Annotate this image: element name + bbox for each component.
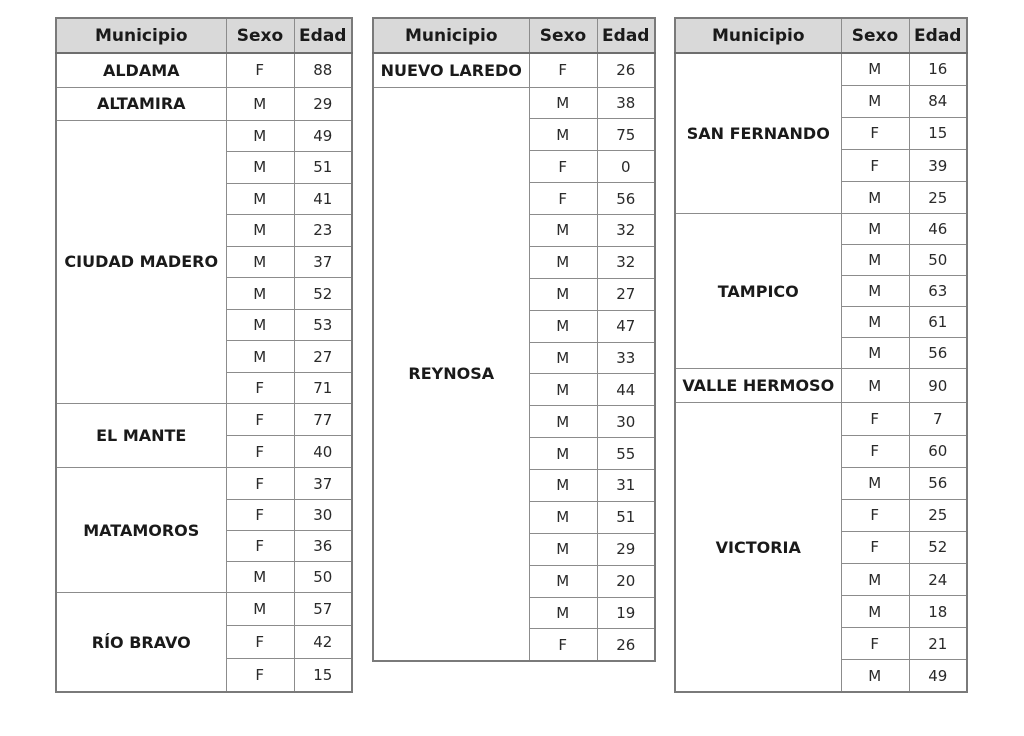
table-row — [56, 120, 352, 152]
table-row — [675, 403, 967, 435]
sexo-cell: M — [226, 152, 294, 184]
sexo-cell: M — [529, 215, 597, 247]
sexo-cell: M — [226, 341, 294, 373]
edad-cell: 52 — [909, 531, 967, 563]
edad-cell: 42 — [294, 626, 352, 659]
edad-cell: 30 — [597, 406, 655, 438]
header-municipio: Municipio — [675, 18, 841, 53]
table-row — [675, 369, 967, 403]
sexo-cell: M — [841, 338, 909, 369]
edad-cell: 53 — [294, 309, 352, 341]
sexo-cell: M — [529, 597, 597, 629]
edad-cell: 44 — [597, 374, 655, 406]
table-row — [56, 404, 352, 436]
table-row — [56, 468, 352, 499]
sexo-cell: M — [841, 369, 909, 403]
edad-cell: 27 — [294, 341, 352, 373]
edad-cell: 63 — [909, 276, 967, 307]
header-municipio: Municipio — [56, 18, 226, 53]
sexo-cell: F — [529, 183, 597, 215]
sexo-cell: F — [529, 629, 597, 661]
municipio-cell: MATAMOROS — [56, 468, 226, 593]
sexo-cell: M — [529, 565, 597, 597]
table-row — [56, 593, 352, 626]
sexo-cell: M — [529, 406, 597, 438]
sexo-cell: M — [226, 562, 294, 593]
table-header — [675, 18, 967, 53]
edad-cell: 24 — [909, 563, 967, 595]
table-header — [56, 18, 352, 53]
sexo-cell: F — [226, 53, 294, 87]
edad-cell: 61 — [909, 307, 967, 338]
sexo-cell: M — [529, 246, 597, 278]
sexo-cell: F — [226, 436, 294, 468]
edad-cell: 37 — [294, 468, 352, 499]
edad-cell: 77 — [294, 404, 352, 436]
edad-cell: 32 — [597, 215, 655, 247]
edad-cell: 90 — [909, 369, 967, 403]
sexo-cell: M — [529, 533, 597, 565]
sexo-cell: F — [841, 435, 909, 467]
sexo-cell: M — [841, 563, 909, 595]
edad-cell: 19 — [597, 597, 655, 629]
sexo-cell: M — [529, 119, 597, 151]
sexo-cell: F — [226, 530, 294, 561]
edad-cell: 15 — [294, 659, 352, 692]
header-edad: Edad — [597, 18, 655, 53]
table-header — [373, 18, 655, 53]
edad-cell: 60 — [909, 435, 967, 467]
table-row — [675, 214, 967, 245]
municipio-cell: ALTAMIRA — [56, 87, 226, 120]
sexo-cell: M — [529, 87, 597, 119]
edad-cell: 23 — [294, 215, 352, 247]
sexo-cell: M — [529, 438, 597, 470]
sexo-cell: M — [841, 307, 909, 338]
edad-cell: 25 — [909, 182, 967, 214]
table-row — [56, 53, 352, 87]
table-row — [373, 87, 655, 119]
sexo-cell: F — [226, 626, 294, 659]
sexo-cell: F — [226, 659, 294, 692]
edad-cell: 32 — [597, 246, 655, 278]
sexo-cell: M — [226, 246, 294, 278]
edad-cell: 46 — [909, 214, 967, 245]
sexo-cell: M — [529, 374, 597, 406]
sexo-cell: M — [226, 120, 294, 152]
edad-cell: 84 — [909, 85, 967, 117]
municipio-cell: VICTORIA — [675, 403, 841, 692]
edad-cell: 29 — [294, 87, 352, 120]
edad-cell: 38 — [597, 87, 655, 119]
edad-cell: 57 — [294, 593, 352, 626]
edad-cell: 40 — [294, 436, 352, 468]
sexo-cell: M — [529, 310, 597, 342]
edad-cell: 56 — [909, 467, 967, 499]
sexo-cell: M — [841, 276, 909, 307]
table-row — [56, 87, 352, 120]
sexo-cell: F — [529, 53, 597, 87]
edad-cell: 7 — [909, 403, 967, 435]
edad-cell: 88 — [294, 53, 352, 87]
sexo-cell: M — [841, 214, 909, 245]
sexo-cell: F — [841, 628, 909, 660]
table-row — [373, 53, 655, 87]
sexo-cell: M — [841, 182, 909, 214]
header-sexo: Sexo — [529, 18, 597, 53]
edad-cell: 30 — [294, 499, 352, 530]
edad-cell: 41 — [294, 183, 352, 215]
edad-cell: 16 — [909, 53, 967, 85]
sexo-cell: F — [226, 404, 294, 436]
cases-table-2 — [372, 17, 656, 662]
edad-cell: 56 — [597, 183, 655, 215]
edad-cell: 26 — [597, 53, 655, 87]
edad-cell: 26 — [597, 629, 655, 661]
sexo-cell: F — [841, 531, 909, 563]
edad-cell: 15 — [909, 117, 967, 149]
cases-table-1 — [55, 17, 353, 693]
municipio-cell: SAN FERNANDO — [675, 53, 841, 214]
sexo-cell: M — [226, 593, 294, 626]
edad-cell: 0 — [597, 151, 655, 183]
header-sexo: Sexo — [841, 18, 909, 53]
edad-cell: 39 — [909, 150, 967, 182]
edad-cell: 50 — [294, 562, 352, 593]
header-municipio: Municipio — [373, 18, 529, 53]
header-edad: Edad — [294, 18, 352, 53]
edad-cell: 33 — [597, 342, 655, 374]
municipio-cell: ALDAMA — [56, 53, 226, 87]
sexo-cell: F — [841, 150, 909, 182]
municipio-cell: RÍO BRAVO — [56, 593, 226, 692]
sexo-cell: M — [529, 501, 597, 533]
edad-cell: 49 — [294, 120, 352, 152]
edad-cell: 75 — [597, 119, 655, 151]
edad-cell: 27 — [597, 278, 655, 310]
sexo-cell: M — [841, 596, 909, 628]
edad-cell: 36 — [294, 530, 352, 561]
sexo-cell: F — [226, 468, 294, 499]
edad-cell: 50 — [909, 245, 967, 276]
municipio-cell: VALLE HERMOSO — [675, 369, 841, 403]
edad-cell: 20 — [597, 565, 655, 597]
sexo-cell: F — [841, 499, 909, 531]
edad-cell: 25 — [909, 499, 967, 531]
edad-cell: 47 — [597, 310, 655, 342]
edad-cell: 31 — [597, 470, 655, 502]
edad-cell: 51 — [294, 152, 352, 184]
sexo-cell: F — [226, 372, 294, 404]
sexo-cell: M — [841, 245, 909, 276]
sexo-cell: M — [841, 85, 909, 117]
edad-cell: 18 — [909, 596, 967, 628]
municipio-cell: REYNOSA — [373, 87, 529, 661]
sexo-cell: F — [841, 403, 909, 435]
edad-cell: 29 — [597, 533, 655, 565]
municipio-cell: NUEVO LAREDO — [373, 53, 529, 87]
sexo-cell: M — [529, 278, 597, 310]
edad-cell: 56 — [909, 338, 967, 369]
table-row — [675, 53, 967, 85]
sexo-cell: M — [226, 309, 294, 341]
edad-cell: 71 — [294, 372, 352, 404]
sexo-cell: F — [226, 499, 294, 530]
municipio-cell: CIUDAD MADERO — [56, 120, 226, 404]
sexo-cell: F — [529, 151, 597, 183]
sexo-cell: M — [226, 87, 294, 120]
sexo-cell: M — [226, 183, 294, 215]
edad-cell: 51 — [597, 501, 655, 533]
edad-cell: 21 — [909, 628, 967, 660]
municipio-cell: EL MANTE — [56, 404, 226, 468]
sexo-cell: M — [529, 342, 597, 374]
sexo-cell: M — [841, 660, 909, 692]
edad-cell: 37 — [294, 246, 352, 278]
municipio-cell: TAMPICO — [675, 214, 841, 369]
edad-cell: 55 — [597, 438, 655, 470]
sexo-cell: M — [226, 278, 294, 310]
header-edad: Edad — [909, 18, 967, 53]
sexo-cell: F — [841, 117, 909, 149]
sexo-cell: M — [529, 470, 597, 502]
header-sexo: Sexo — [226, 18, 294, 53]
edad-cell: 49 — [909, 660, 967, 692]
sexo-cell: M — [841, 53, 909, 85]
cases-table-3 — [674, 17, 968, 693]
sexo-cell: M — [226, 215, 294, 247]
sexo-cell: M — [841, 467, 909, 499]
edad-cell: 52 — [294, 278, 352, 310]
